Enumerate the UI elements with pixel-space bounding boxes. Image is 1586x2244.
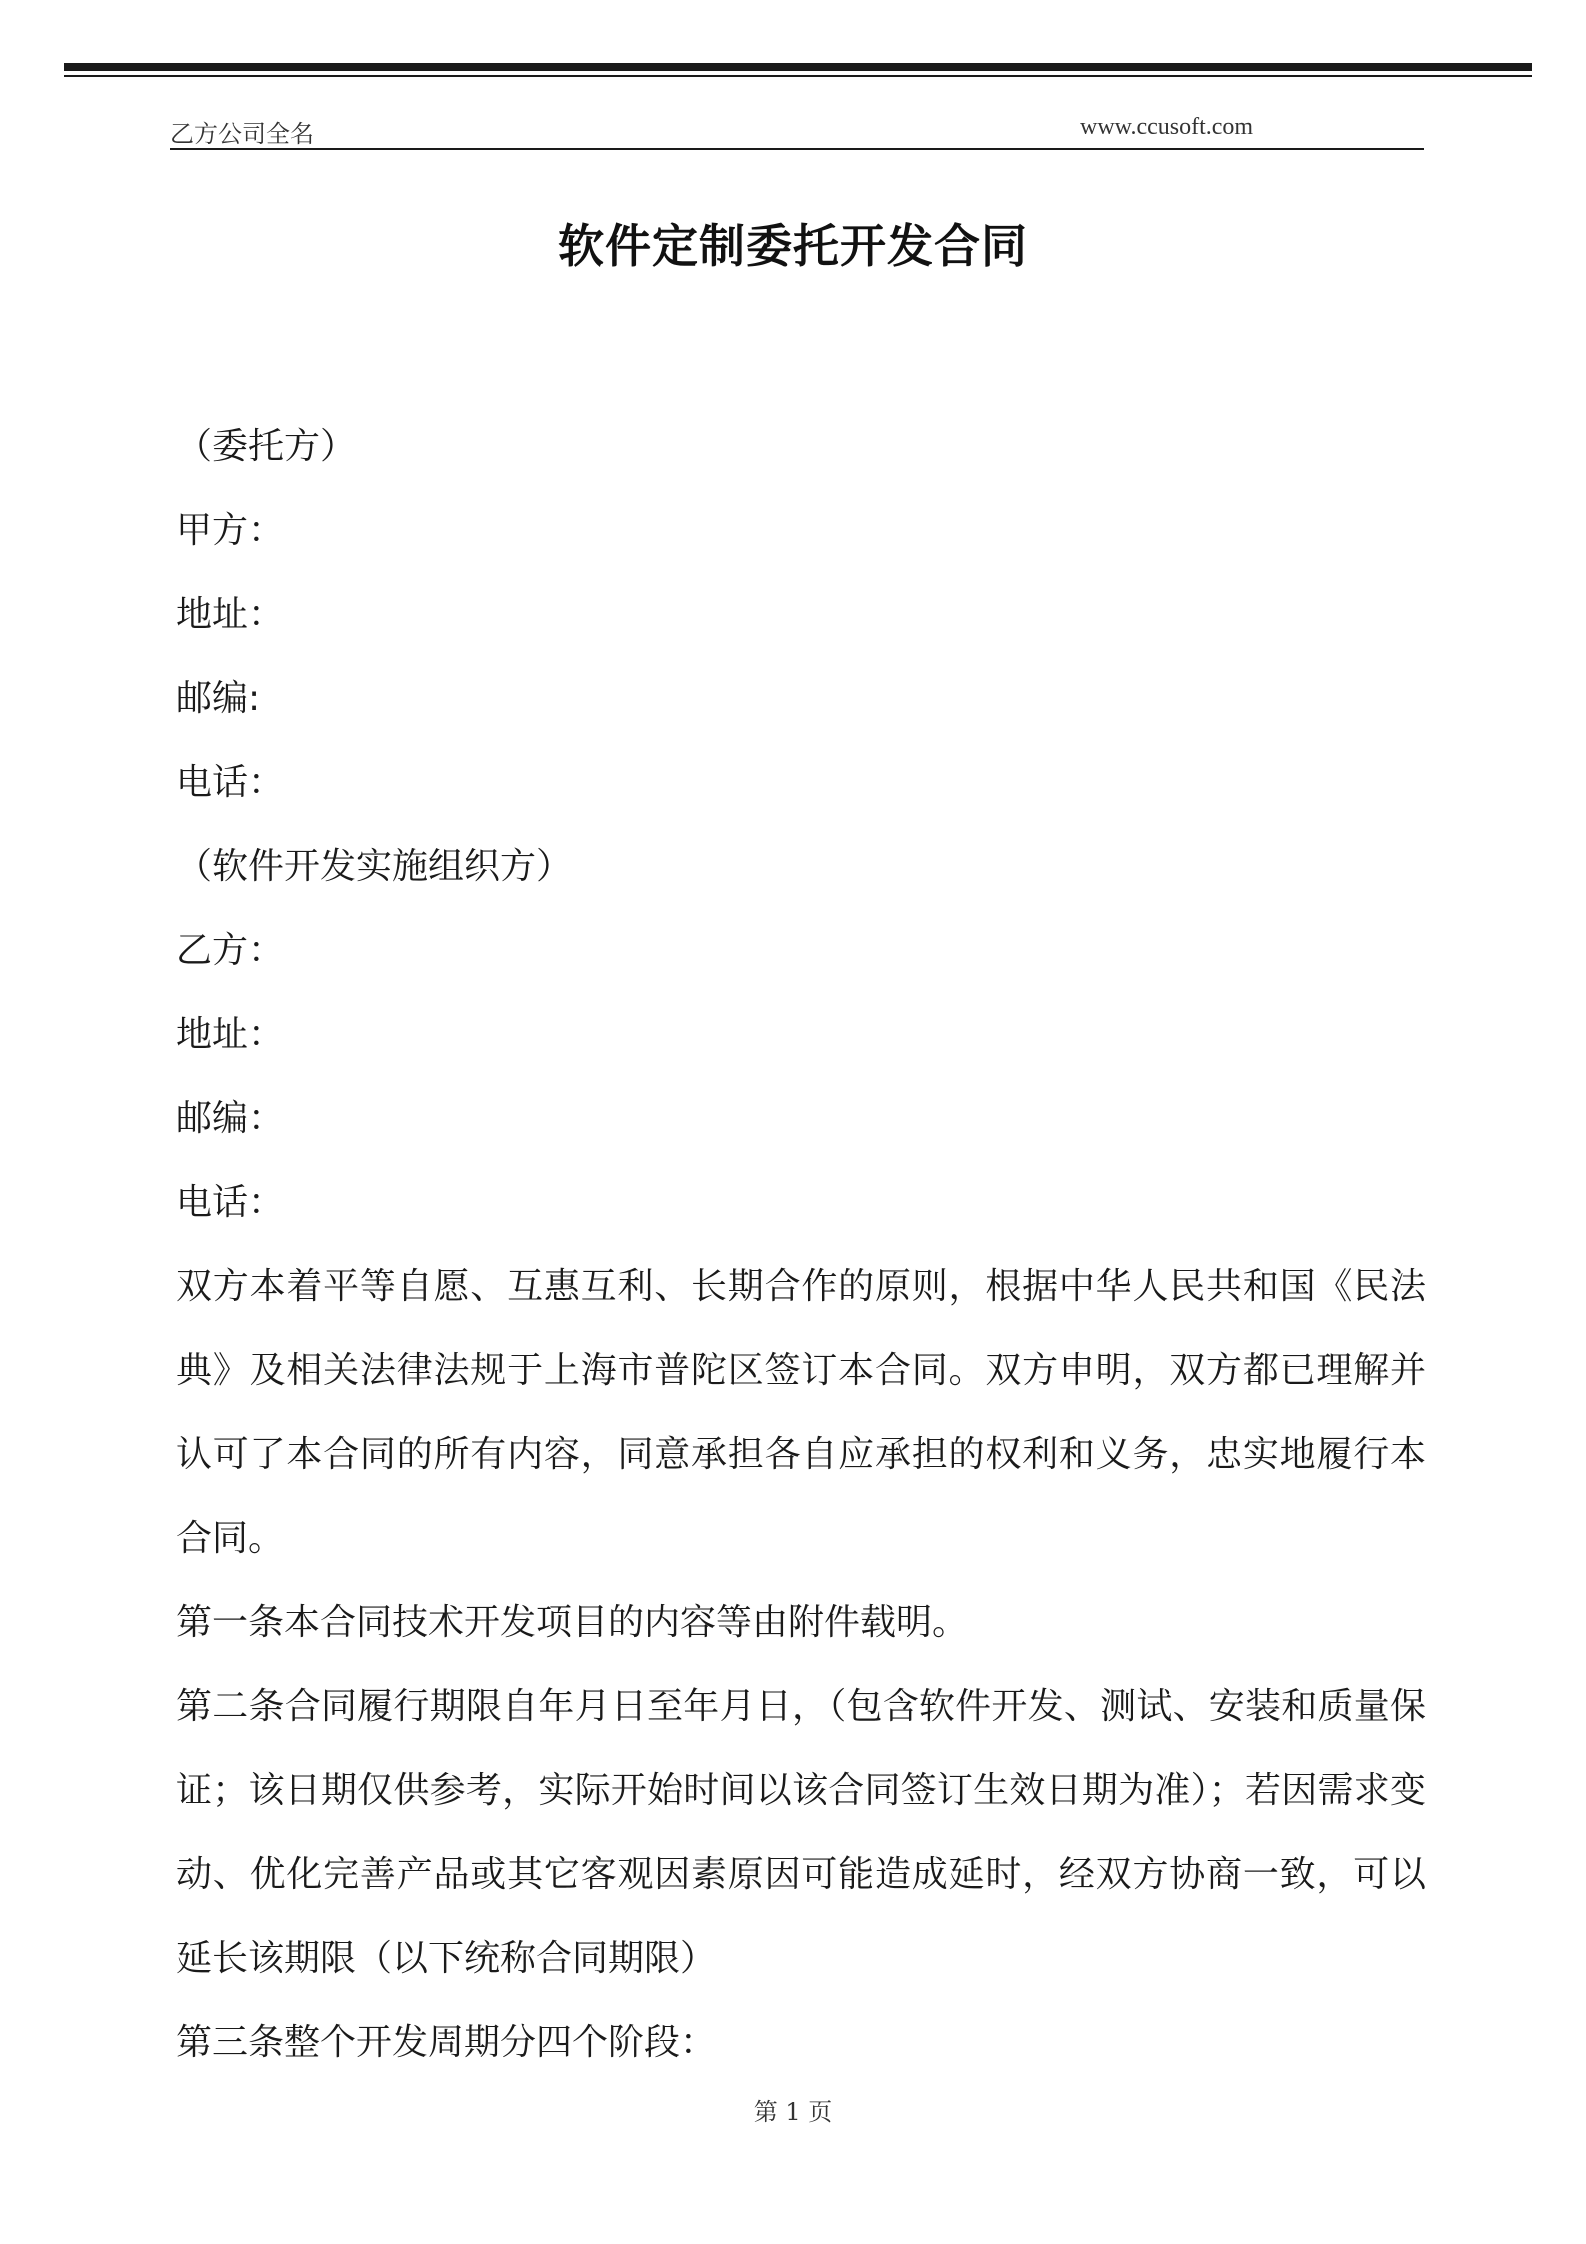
document-body (176, 405, 1426, 2085)
party-b-postcode-label: 邮编： (176, 1098, 285, 1139)
party-b-role: （软件开发实施组织方） (176, 846, 573, 887)
header-rule-thick (64, 63, 1532, 71)
page-number: 第 1 页 (753, 2098, 833, 2126)
preamble-paragraph: 双方本着平等自愿、互惠互利、长期合作的原则，根据中华人民共和国《民法典》及相关法律法规于上海市普陀区签订本合同。双方申明，双方都已理解并认可了本合同的所有内容，同意承担各自应承担的权利和义务，忠实地履行本合同。 (176, 1266, 1426, 1559)
party-a-address-label: 地址： (176, 594, 285, 635)
party-b-address-label: 地址： (176, 1014, 285, 1055)
party-b-name-label: 乙方： (176, 930, 285, 971)
party-a-phone-label: 电话： (176, 762, 285, 803)
article-3-paragraph: 第三条整个开发周期分四个阶段： (176, 2022, 717, 2063)
document-title: 软件定制委托开发合同 (558, 219, 1028, 273)
article-2-paragraph: 第二条合同履行期限自年月日至年月日，（包含软件开发、测试、安装和质量保证；该日期仅供参考，实际开始时间以该合同签订生效日期为准）；若因需求变动、优化完善产品或其它客观因素原因可能造成延时，经双方协商一致，可以延长该期限（以下统称合同期限） (176, 1686, 1426, 1979)
party-a-postcode-label: 邮编: (176, 678, 261, 719)
header-company: 乙方公司全名 (170, 120, 314, 148)
party-a-name-label: 甲方： (176, 510, 285, 551)
page-header (170, 108, 1424, 150)
party-a-role: （委托方） (176, 426, 357, 467)
header-website: www.ccusoft.com (1080, 114, 1254, 140)
header-rule-thin (64, 75, 1532, 77)
article-1-paragraph: 第一条本合同技术开发项目的内容等由附件载明。 (176, 1602, 969, 1643)
party-b-phone-label: 电话： (176, 1182, 285, 1223)
